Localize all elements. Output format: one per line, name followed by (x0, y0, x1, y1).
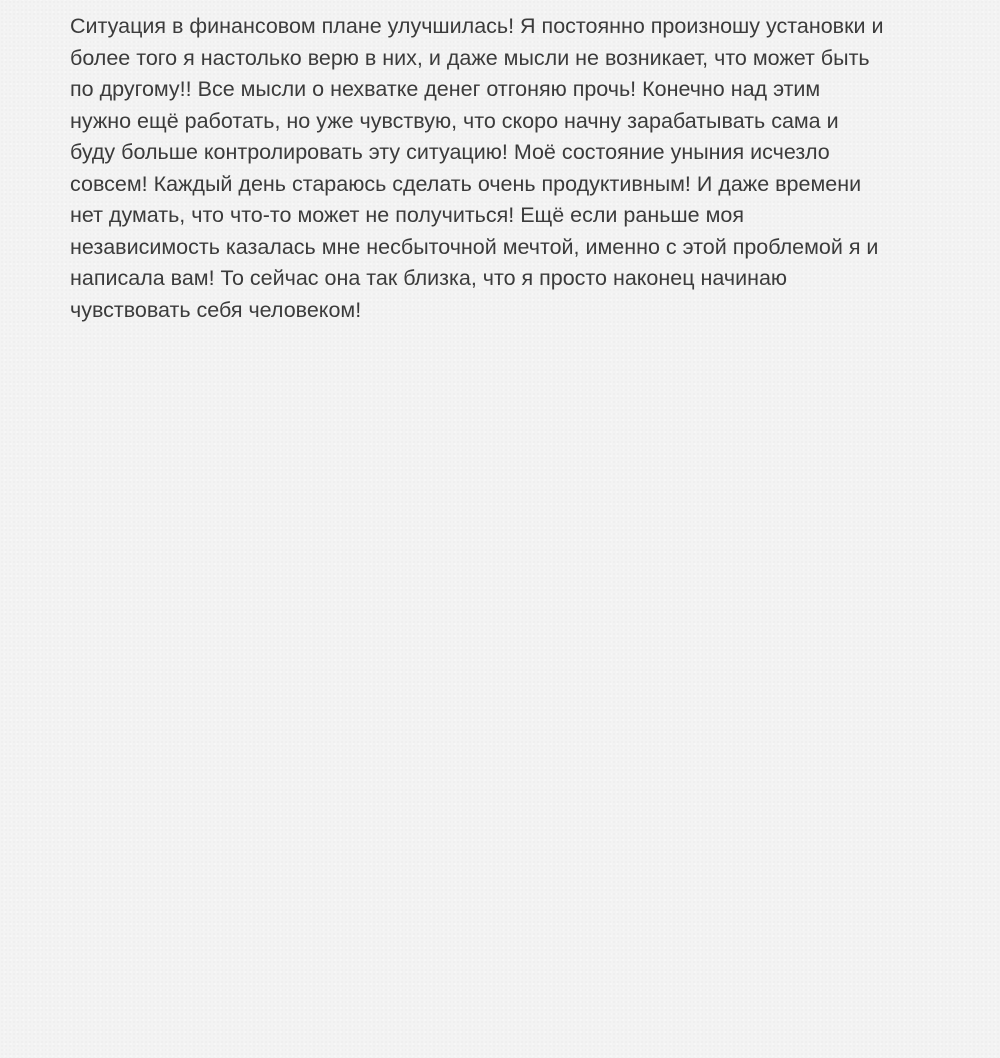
note-line-2: более того я настолько верю в них, и даже мысли не возникает, что может быть (70, 45, 870, 70)
note-line-7: нет думать, что что-то может не получиться! Ещё если раньше моя (70, 203, 744, 227)
note-line-9: написала вам! То сейчас она так близка, что я просто наконец начинаю (70, 266, 788, 290)
note-line-6: совсем! Каждый день стараюсь сделать очень продуктивным! И даже времени (70, 171, 862, 196)
note-line-8: независимость казалась мне несбыточной мечтой, именно с этой проблемой я и (70, 234, 879, 259)
note-line-5: буду больше контролировать эту ситуацию! Моё состояние уныния исчезло (70, 140, 830, 164)
note-text[interactable] (70, 11, 940, 326)
note-line-3: по другому!! Все мысли о нехватке денег отгоняю прочь! Конечно над этим (70, 77, 821, 101)
note-line-4: нужно ещё работать, но уже чувствую, что скоро начну зарабатывать сама и (70, 108, 839, 133)
note-line-1: Ситуация в финансовом плане улучшилась! Я постоянно произношу установки и (70, 14, 884, 38)
note-line-10: чувствовать себя человеком! (70, 297, 362, 322)
